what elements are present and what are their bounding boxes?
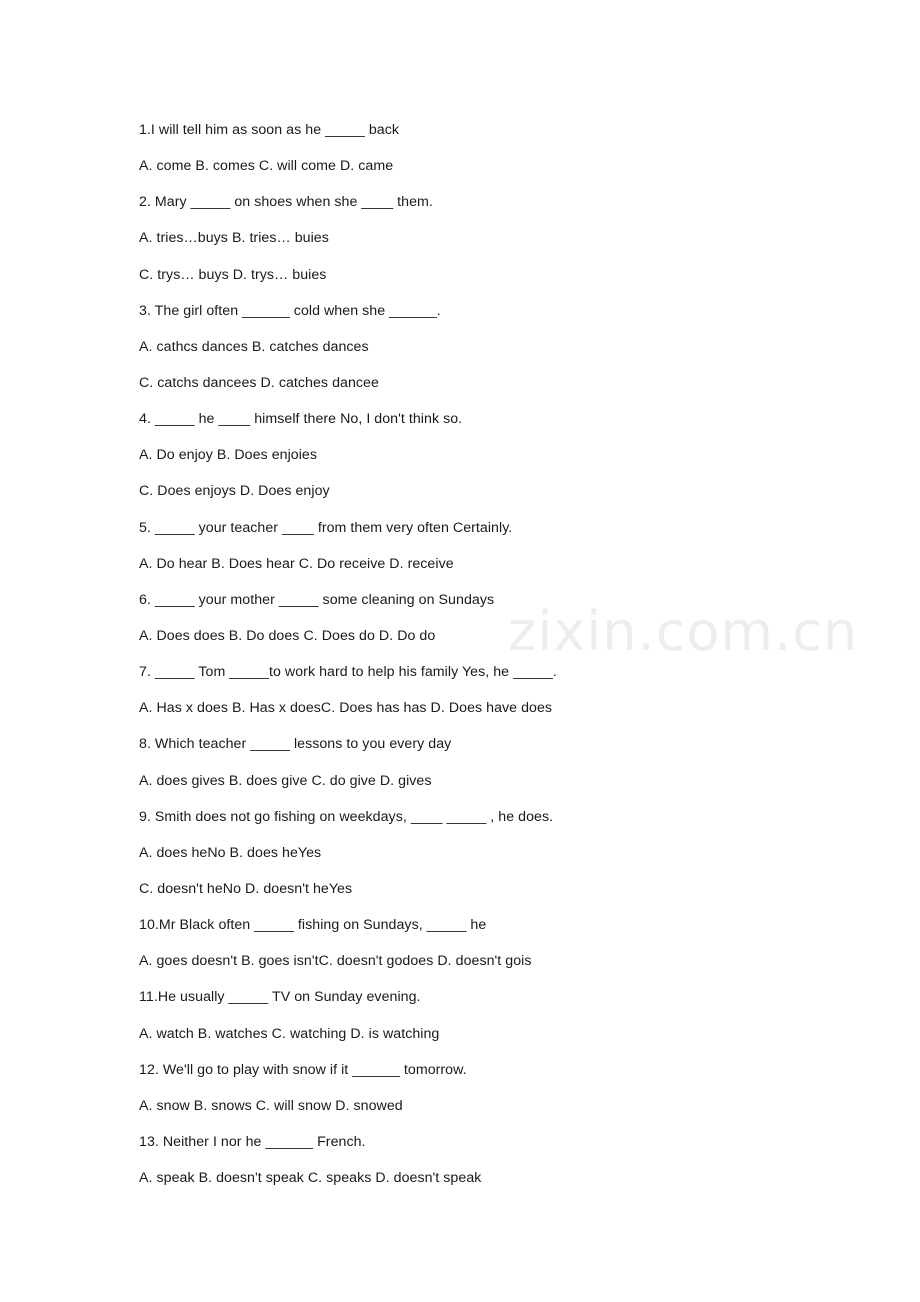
question-6-options: A. Does does B. Do does C. Does do D. Do do	[139, 627, 436, 644]
question-3-stem: 3. The girl often ______ cold when she ______.	[139, 302, 441, 319]
question-7-options: A. Has x does B. Has x doesC. Does has has D. Does have does	[139, 700, 553, 717]
question-7-stem: 7. _____ Tom _____to work hard to help his family Yes, he _____.	[139, 664, 557, 681]
question-2-options-ab: A. tries…buys B. tries… buies	[139, 230, 329, 247]
watermark-text: zixin.com.cn	[508, 600, 859, 663]
question-3-options-ab: A. cathcs dances B. catches dances	[139, 338, 369, 355]
question-1-stem: 1.I will tell him as soon as he _____ back	[139, 122, 399, 138]
question-3-options-cd: C. catchs dancees D. catches dancee	[139, 374, 379, 391]
question-5-stem: 5. _____ your teacher ____ from them very often Certainly.	[139, 519, 513, 536]
question-1-options: A. come B. comes C. will come D. came	[139, 158, 394, 175]
question-11-stem: 11.He usually _____ TV on Sunday evening.	[139, 989, 421, 1006]
question-10-options: A. goes doesn't B. goes isn'tC. doesn't godoes D. doesn't gois	[139, 953, 532, 970]
question-4-stem: 4. _____ he ____ himself there No, I don't think so.	[139, 411, 463, 428]
question-9-stem: 9. Smith does not go fishing on weekdays, ____ _____ , he does.	[139, 808, 554, 825]
question-5-options: A. Do hear B. Does hear C. Do receive D. receive	[139, 555, 454, 572]
question-8-options: A. does gives B. does give C. do give D. gives	[139, 772, 432, 789]
question-12-options: A. snow B. snows C. will snow D. snowed	[139, 1097, 403, 1114]
question-13-options: A. speak B. doesn't speak C. speaks D. doesn't speak	[139, 1170, 482, 1187]
question-2-stem: 2. Mary _____ on shoes when she ____ them.	[139, 194, 433, 211]
question-10-stem: 10.Mr Black often _____ fishing on Sundays, _____ he	[139, 917, 487, 934]
question-list	[139, 119, 839, 1203]
question-4-options-cd: C. Does enjoys D. Does enjoy	[139, 483, 330, 500]
question-8-stem: 8. Which teacher _____ lessons to you every day	[139, 736, 452, 753]
question-2-options-cd: C. trys… buys D. trys… buies	[139, 266, 327, 283]
question-13-stem: 13. Neither I nor he ______ French.	[139, 1133, 366, 1150]
question-6-stem: 6. _____ your mother _____ some cleaning on Sundays	[139, 591, 495, 608]
question-12-stem: 12. We'll go to play with snow if it ______ tomorrow.	[139, 1061, 467, 1078]
question-11-options: A. watch B. watches C. watching D. is watching	[139, 1025, 440, 1042]
question-9-options-cd: C. doesn't heNo D. doesn't heYes	[139, 880, 353, 897]
question-4-options-ab: A. Do enjoy B. Does enjoies	[139, 447, 318, 464]
question-9-options-ab: A. does heNo B. does heYes	[139, 844, 322, 861]
